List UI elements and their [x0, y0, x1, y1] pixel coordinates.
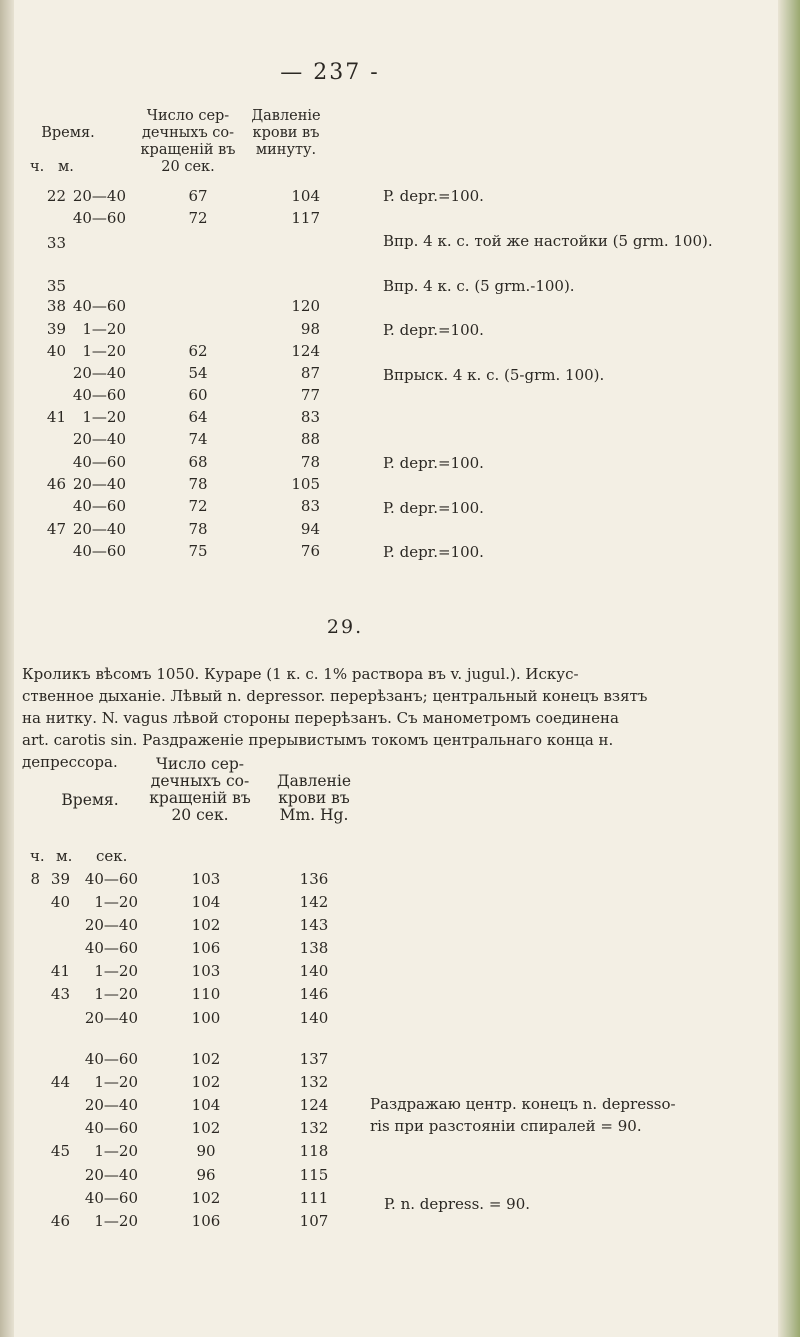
t2-pressure: 118	[299, 1142, 329, 1160]
t1-note: P. depr.=100.	[383, 499, 484, 517]
t1-interval: 40—60	[72, 542, 126, 560]
t1-note: Впр. 4 к. с. той же настойки (5 grm. 100).	[383, 232, 713, 250]
t1-note: P. depr.=100.	[383, 321, 484, 339]
t2-interval: 20—40	[84, 1166, 138, 1184]
t1-interval: 1—20	[82, 408, 126, 426]
t2-interval: 40—60	[84, 1119, 138, 1137]
t1-pressure: 94	[300, 520, 320, 538]
t2-interval: 40—60	[84, 939, 138, 957]
t1-note: P. depr.=100.	[383, 187, 484, 205]
t2-interval: 1—20	[94, 1142, 138, 1160]
t2-pressure: 132	[299, 1073, 329, 1091]
t2-interval: 1—20	[94, 985, 138, 1003]
t2-minute: 43	[50, 985, 70, 1003]
t1-hour: 35	[46, 277, 66, 295]
t2-interval: 40—60	[84, 870, 138, 888]
t2-header-beats: Число сер- дечныхъ со- кращеній въ 20 сек.	[149, 755, 251, 824]
t2-pressure: 132	[299, 1119, 329, 1137]
t1-interval: 1—20	[82, 342, 126, 360]
t2-header-time: Время.	[61, 791, 119, 809]
t1-beats: 78	[188, 475, 208, 493]
t2-pressure: 142	[299, 893, 329, 911]
t2-pressure: 115	[299, 1166, 329, 1184]
t1-beats: 54	[188, 364, 208, 382]
t2-interval: 20—40	[84, 1009, 138, 1027]
t2-pressure: 111	[299, 1189, 329, 1207]
t1-beats: 75	[188, 542, 208, 560]
t1-pressure: 76	[300, 542, 320, 560]
t2-beats: 103	[191, 962, 221, 980]
t2-beats: 104	[191, 1096, 221, 1114]
t1-pressure: 87	[300, 364, 320, 382]
page-number: — 237 -	[280, 60, 380, 85]
t2-note: ris при разстояніи спиралей = 90.	[370, 1117, 642, 1135]
t1-header-time: Время.	[41, 125, 95, 141]
t1-hour: 47	[46, 520, 66, 538]
t1-interval: 40—60	[72, 386, 126, 404]
t2-interval: 40—60	[84, 1189, 138, 1207]
t1-interval: 20—40	[72, 187, 126, 205]
t1-header-units: ч. м.	[30, 159, 74, 175]
t2-minute: 40	[50, 893, 70, 911]
t2-minute: 44	[50, 1073, 70, 1091]
t1-pressure: 124	[291, 342, 320, 360]
t2-pressure: 138	[299, 939, 329, 957]
page-edge-left	[0, 0, 14, 1337]
paragraph: Кроликъ вѣсомъ 1050. Кураре (1 к. с. 1% раствора въ v. jugul.). Искус- ственное дыханіе. Лѣвый n. depressor. перерѣзанъ; центральный конецъ взятъ на нитку. N. vagus лѣвой стороны перерѣзанъ. Съ манометромъ соединена art. carotis sin. Раздраженіе прерывистымъ токомъ центральнаго конца н. депрессора.	[22, 665, 648, 771]
page-edge-right	[778, 0, 800, 1337]
t1-beats: 78	[188, 520, 208, 538]
t2-unit-h: ч.	[30, 847, 45, 865]
t1-pressure: 88	[300, 430, 320, 448]
t1-hour: 33	[46, 234, 66, 252]
t1-pressure: 104	[291, 187, 320, 205]
t1-interval: 20—40	[72, 520, 126, 538]
t1-beats: 67	[188, 187, 208, 205]
t2-beats: 104	[191, 893, 221, 911]
t2-minute: 45	[50, 1142, 70, 1160]
t1-hour: 46	[46, 475, 66, 493]
t1-beats: 64	[188, 408, 208, 426]
t2-pressure: 140	[299, 962, 329, 980]
t1-hour: 41	[46, 408, 66, 426]
t2-minute: 41	[50, 962, 70, 980]
t1-pressure: 117	[291, 209, 320, 227]
t1-interval: 40—60	[72, 453, 126, 471]
t1-interval: 20—40	[72, 475, 126, 493]
t1-hour: 38	[46, 297, 66, 315]
section-number: 29.	[326, 616, 364, 638]
t2-interval: 20—40	[84, 916, 138, 934]
t2-beats: 102	[191, 1119, 221, 1137]
t1-header-beats: Число сер- дечныхъ со- кращеній въ 20 сек.	[140, 108, 236, 175]
t2-header-pressure: Давленіе крови въ Mm. Hg.	[276, 772, 352, 824]
t2-beats: 100	[191, 1009, 221, 1027]
t1-interval: 20—40	[72, 430, 126, 448]
t2-beats: 102	[191, 1073, 221, 1091]
t2-interval: 1—20	[94, 1212, 138, 1230]
t1-interval: 20—40	[72, 364, 126, 382]
t2-note: P. n. depress. = 90.	[384, 1195, 531, 1213]
t1-pressure: 120	[291, 297, 320, 315]
t1-note: P. depr.=100.	[383, 543, 484, 561]
t2-interval: 1—20	[94, 962, 138, 980]
t2-beats: 90	[196, 1142, 216, 1160]
t2-beats: 106	[191, 939, 221, 957]
t2-pressure: 143	[299, 916, 329, 934]
t2-pressure: 137	[299, 1050, 329, 1068]
t1-beats: 72	[188, 209, 208, 227]
t2-beats: 96	[196, 1166, 216, 1184]
t1-hour: 40	[46, 342, 66, 360]
t2-beats: 102	[191, 1050, 221, 1068]
t1-pressure: 78	[300, 453, 320, 471]
t2-pressure: 146	[299, 985, 329, 1003]
t1-hour: 39	[46, 320, 66, 338]
t1-pressure: 83	[300, 497, 320, 515]
t1-beats: 72	[188, 497, 208, 515]
t2-interval: 1—20	[94, 1073, 138, 1091]
t2-hour: 8	[30, 870, 40, 888]
t2-beats: 103	[191, 870, 221, 888]
t1-note: Впрыск. 4 к. с. (5-grm. 100).	[383, 366, 605, 384]
t1-interval: 40—60	[72, 497, 126, 515]
t1-hour: 22	[46, 187, 66, 205]
t2-beats: 110	[191, 985, 221, 1003]
t1-beats: 68	[188, 453, 208, 471]
t2-minute: 46	[50, 1212, 70, 1230]
t1-beats: 60	[188, 386, 208, 404]
t2-pressure: 136	[299, 870, 329, 888]
t2-pressure: 124	[299, 1096, 329, 1114]
t1-interval: 40—60	[72, 297, 126, 315]
t1-note: P. depr.=100.	[383, 454, 484, 472]
t1-pressure: 83	[300, 408, 320, 426]
t1-beats: 74	[188, 430, 208, 448]
t2-unit-m: м.	[56, 847, 73, 865]
t1-header-pressure: Давленіе крови въ минуту.	[251, 108, 321, 158]
t1-interval: 1—20	[82, 320, 126, 338]
t1-pressure: 98	[300, 320, 320, 338]
t2-beats: 102	[191, 916, 221, 934]
t2-pressure: 107	[299, 1212, 329, 1230]
t1-pressure: 77	[300, 386, 320, 404]
t1-beats: 62	[188, 342, 208, 360]
t1-interval: 40—60	[72, 209, 126, 227]
t2-interval: 1—20	[94, 893, 138, 911]
t2-beats: 106	[191, 1212, 221, 1230]
t2-interval: 20—40	[84, 1096, 138, 1114]
t2-note: Раздражаю центр. конецъ n. depresso-	[370, 1095, 676, 1113]
t2-pressure: 140	[299, 1009, 329, 1027]
t2-minute: 39	[50, 870, 70, 888]
t2-unit-s: сек.	[96, 847, 128, 865]
t1-pressure: 105	[291, 475, 320, 493]
t2-beats: 102	[191, 1189, 221, 1207]
t1-note: Впр. 4 к. с. (5 grm.-100).	[383, 277, 575, 295]
t2-interval: 40—60	[84, 1050, 138, 1068]
